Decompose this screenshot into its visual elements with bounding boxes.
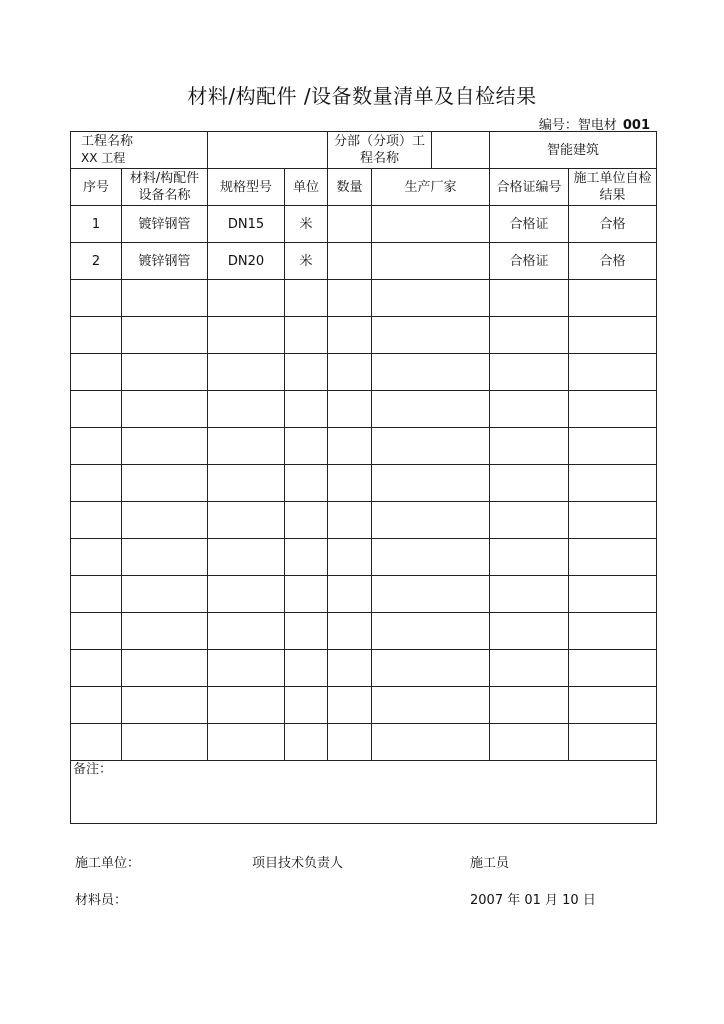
form-date: 2007 年 01 月 10 日 [470, 893, 596, 908]
table-row [71, 502, 657, 539]
table-cell [208, 317, 285, 354]
table-cell [490, 391, 569, 428]
table-cell [122, 724, 208, 761]
tech-lead-label: 项目技术负责人 [252, 856, 344, 871]
table-cell [328, 576, 372, 613]
table-cell [285, 465, 328, 502]
table-cell [372, 539, 490, 576]
table-row [71, 650, 657, 687]
sub-project-value: 智能建筑 [490, 132, 657, 169]
table-cell [285, 724, 328, 761]
table-cell [71, 280, 122, 317]
table-cell [122, 465, 208, 502]
table-cell [372, 280, 490, 317]
table-cell [208, 650, 285, 687]
table-row [71, 280, 657, 317]
table-row [71, 391, 657, 428]
table-cell [328, 539, 372, 576]
table-cell [122, 317, 208, 354]
table-cell: 合格 [569, 243, 657, 280]
table-cell: DN20 [208, 243, 285, 280]
table-cell [372, 650, 490, 687]
table-cell [372, 687, 490, 724]
table-cell [490, 502, 569, 539]
table-cell [208, 687, 285, 724]
table-row [71, 539, 657, 576]
table-cell [285, 650, 328, 687]
table-cell [208, 613, 285, 650]
table-cell [569, 687, 657, 724]
project-name-value: XX 工程 [81, 151, 126, 165]
table-cell [285, 576, 328, 613]
table-cell [372, 465, 490, 502]
table-cell [71, 317, 122, 354]
table-cell [569, 465, 657, 502]
col-header: 规格型号 [208, 169, 285, 206]
table-cell [372, 613, 490, 650]
table-cell [285, 280, 328, 317]
table-cell [328, 354, 372, 391]
table-cell [285, 687, 328, 724]
table-cell [569, 539, 657, 576]
table-cell [71, 539, 122, 576]
material-list-table [70, 131, 657, 824]
table-cell [208, 539, 285, 576]
project-name-spacer [208, 132, 328, 169]
table-cell [122, 428, 208, 465]
col-header: 合格证编号 [490, 169, 569, 206]
table-cell [328, 613, 372, 650]
table-cell [71, 724, 122, 761]
table-cell [328, 687, 372, 724]
table-cell [122, 687, 208, 724]
table-cell: 米 [285, 206, 328, 243]
table-row [71, 243, 657, 280]
col-header: 单位 [285, 169, 328, 206]
table-cell [328, 243, 372, 280]
table-cell [490, 280, 569, 317]
table-cell [372, 391, 490, 428]
table-cell [285, 502, 328, 539]
table-row [71, 354, 657, 391]
table-cell: 合格证 [490, 206, 569, 243]
construction-unit-label: 施工单位： [75, 856, 141, 871]
table-cell [490, 613, 569, 650]
table-cell [208, 280, 285, 317]
material-clerk-label: 材料员： [75, 893, 128, 908]
table-cell [71, 502, 122, 539]
table-cell [208, 391, 285, 428]
table-cell: 镀锌钢管 [122, 206, 208, 243]
table-cell [71, 613, 122, 650]
table-cell: 2 [71, 243, 122, 280]
table-cell [372, 206, 490, 243]
table-cell [122, 613, 208, 650]
table-cell [122, 539, 208, 576]
table-cell [71, 428, 122, 465]
table-cell [208, 502, 285, 539]
table-cell [208, 354, 285, 391]
sub-project-cell [328, 132, 490, 169]
table-row [71, 613, 657, 650]
table-cell [208, 576, 285, 613]
table-cell [285, 539, 328, 576]
table-cell [122, 576, 208, 613]
table-row [71, 465, 657, 502]
table-cell: 镀锌钢管 [122, 243, 208, 280]
table-cell [490, 539, 569, 576]
table-cell: 米 [285, 243, 328, 280]
table-cell [285, 391, 328, 428]
col-header: 材料/构配件设备名称 [122, 169, 208, 206]
table-row [71, 428, 657, 465]
table-cell: DN15 [208, 206, 285, 243]
table-cell [490, 465, 569, 502]
table-cell [285, 613, 328, 650]
table-cell [372, 354, 490, 391]
table-cell [569, 724, 657, 761]
table-cell [71, 576, 122, 613]
table-cell [372, 428, 490, 465]
table-cell [122, 502, 208, 539]
table-cell [328, 280, 372, 317]
table-cell [372, 243, 490, 280]
table-cell [71, 465, 122, 502]
table-cell [490, 428, 569, 465]
col-header: 序号 [71, 169, 122, 206]
table-row [71, 206, 657, 243]
table-cell [71, 687, 122, 724]
document-title: 材料/构配件 /设备数量清单及自检结果 [187, 84, 537, 108]
table-cell [122, 650, 208, 687]
table-cell: 合格 [569, 206, 657, 243]
table-cell [71, 354, 122, 391]
table-cell [208, 428, 285, 465]
table-cell [490, 317, 569, 354]
table-cell: 1 [71, 206, 122, 243]
table-cell [569, 576, 657, 613]
table-cell [372, 502, 490, 539]
table-cell [569, 502, 657, 539]
table-cell [569, 354, 657, 391]
table-cell [569, 317, 657, 354]
constructor-label: 施工员 [470, 856, 510, 871]
col-header: 生产厂家 [372, 169, 490, 206]
table-cell [328, 465, 372, 502]
table-cell [285, 428, 328, 465]
table-row [71, 317, 657, 354]
table-cell [490, 354, 569, 391]
table-cell [372, 576, 490, 613]
table-cell [569, 613, 657, 650]
table-row [71, 724, 657, 761]
table-cell [569, 428, 657, 465]
table-cell [490, 724, 569, 761]
table-row [71, 576, 657, 613]
table-cell [328, 650, 372, 687]
table-cell [372, 724, 490, 761]
header-row [71, 169, 657, 206]
table-cell [328, 724, 372, 761]
table-cell [569, 650, 657, 687]
table-cell [122, 354, 208, 391]
table-cell [569, 391, 657, 428]
table-cell: 合格证 [490, 243, 569, 280]
table-cell [328, 206, 372, 243]
sub-project-label: 分部（分项）工程名称 [328, 132, 432, 168]
table-cell [372, 317, 490, 354]
project-name-cell [71, 132, 208, 169]
col-header: 施工单位自检结果 [569, 169, 657, 206]
project-name-label: 工程名称 [81, 134, 134, 149]
table-cell [285, 317, 328, 354]
table-cell [122, 391, 208, 428]
table-cell [328, 391, 372, 428]
table-cell [122, 280, 208, 317]
code-label: 编号：智电材 [538, 118, 617, 133]
table-cell [285, 354, 328, 391]
table-cell [569, 280, 657, 317]
table-cell [328, 502, 372, 539]
table-cell [71, 391, 122, 428]
remarks-label: 备注： [73, 762, 113, 777]
col-header: 数量 [328, 169, 372, 206]
code-number: 001 [622, 118, 650, 133]
table-cell [71, 650, 122, 687]
table-cell [490, 687, 569, 724]
project-info-row [71, 132, 657, 169]
table-cell [328, 317, 372, 354]
table-cell [490, 650, 569, 687]
table-cell [328, 428, 372, 465]
table-cell [208, 724, 285, 761]
remarks-cell [71, 761, 657, 824]
table-cell [490, 576, 569, 613]
table-row [71, 687, 657, 724]
table-cell [208, 465, 285, 502]
